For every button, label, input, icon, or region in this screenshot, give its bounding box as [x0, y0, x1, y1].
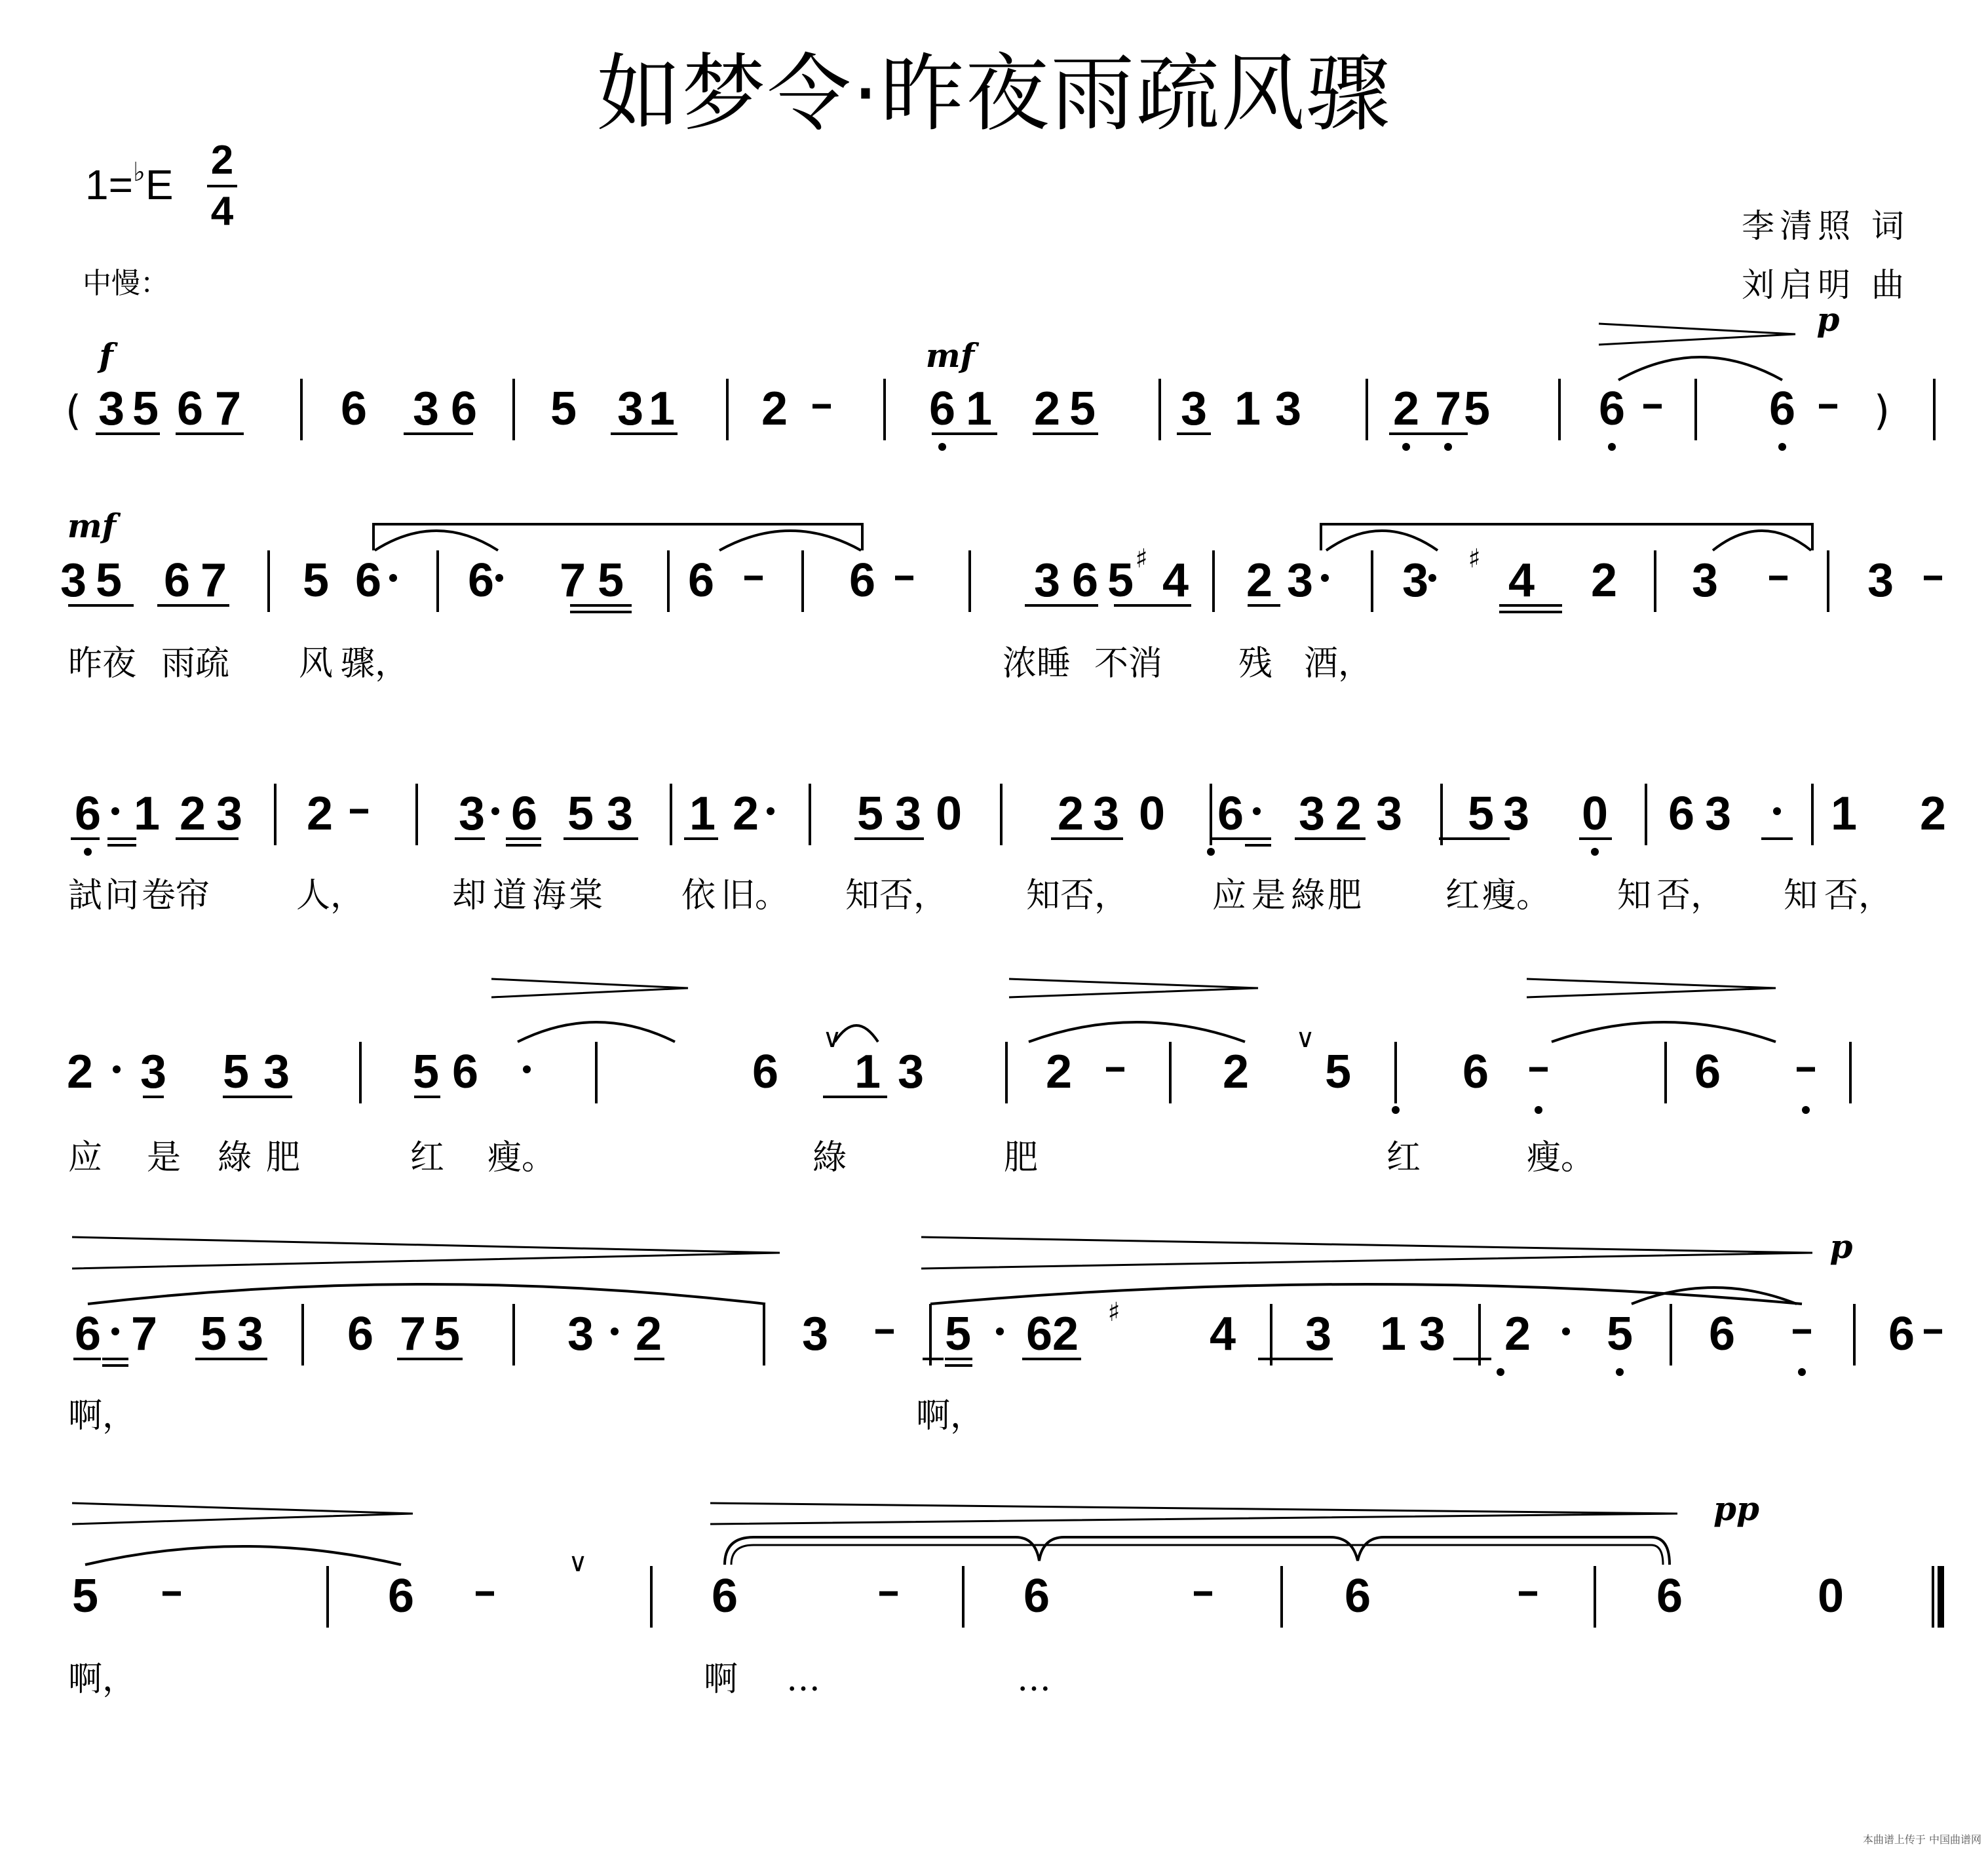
decrescendo-hairpin [710, 1503, 1677, 1524]
note-3: 3 [412, 383, 440, 435]
note-1: 1 [648, 383, 676, 435]
note-1: 1 [854, 1046, 881, 1098]
tie [719, 531, 861, 550]
note-3: 3 [567, 1308, 594, 1360]
note-6: 6 [74, 1308, 102, 1360]
note-2: 2 [1392, 383, 1420, 435]
dynamic-mf: mf [67, 506, 117, 545]
lyric-word: 試 [68, 876, 103, 915]
tie [1618, 357, 1782, 380]
augmentation-dot [1562, 1328, 1570, 1335]
note-3: 3 [60, 554, 87, 607]
lyric-word: 啊， [68, 1660, 137, 1699]
note-6: 6 [1694, 1046, 1721, 1098]
note-3: 3 [1502, 788, 1530, 840]
note-1: 1 [1379, 1308, 1407, 1360]
note-3: 3 [1092, 788, 1120, 840]
lyric-word: 肥 [1328, 876, 1362, 915]
note-2: 2 [761, 383, 788, 435]
augmentation-dot [1773, 807, 1781, 815]
note-6: 6 [1071, 554, 1099, 607]
note-3: 3 [617, 383, 644, 435]
octave-dot [84, 848, 92, 856]
octave-dot [1392, 1106, 1400, 1114]
note-3: 3 [1867, 554, 1894, 607]
octave-dot [1778, 443, 1786, 451]
octave-dot [1497, 1368, 1504, 1376]
lyric-word: 应 [1212, 876, 1247, 915]
lyric-word: 人， [296, 876, 365, 915]
lyric-word: 否， [1824, 876, 1893, 915]
note-6: 6 [1217, 788, 1244, 840]
octave-dot [938, 443, 946, 451]
note-3: 3 [1375, 788, 1403, 840]
dynamic-p: p [1829, 1227, 1853, 1266]
note-5: 5 [412, 1046, 440, 1098]
lyric-word: 酒， [1304, 644, 1373, 683]
lyric-word: 卷 [142, 876, 176, 915]
augmentation-dot [767, 807, 774, 815]
note-3: 3 [1180, 383, 1208, 435]
note-6: 6 [450, 383, 478, 435]
lyric-word: … [1017, 1660, 1051, 1699]
lyric-word: 肥 [1004, 1138, 1039, 1177]
tie [1326, 531, 1438, 550]
note-5: 5 [1107, 554, 1134, 607]
lyric-word: 道 [493, 876, 527, 915]
dynamic-mf: mf [925, 336, 975, 375]
time-signature-top: 2 [210, 138, 234, 183]
lyric-word: 否， [1656, 876, 1725, 915]
note-5: 5 [944, 1308, 972, 1360]
tie [85, 1546, 401, 1565]
note-3: 3 [894, 788, 922, 840]
note-7: 7 [130, 1308, 158, 1360]
lyric-word: 问 [105, 876, 140, 915]
breath-mark: ∨ [822, 1023, 842, 1054]
note-6: 6 [1708, 1308, 1736, 1360]
augmentation-dot [996, 1328, 1004, 1335]
note-3: 3 [237, 1308, 264, 1360]
dynamic-f: f [99, 336, 113, 375]
augmentation-dot [523, 1065, 531, 1073]
note-5: 5 [567, 788, 594, 840]
note-0: 0 [1138, 788, 1166, 840]
note-2: 2 [1057, 788, 1084, 840]
lyric-word: 雨疏 [161, 644, 230, 683]
lyric-word: 红 [410, 1138, 445, 1177]
note-6: 6 [354, 554, 382, 607]
note-6: 6 [347, 1308, 374, 1360]
note-5: 5 [1324, 1046, 1352, 1098]
note-3: 3 [98, 383, 125, 435]
note-3: 3 [801, 1308, 829, 1360]
tie [375, 531, 498, 550]
note-6: 6 [176, 383, 204, 435]
note-2: 2 [1246, 554, 1273, 607]
octave-dot [1207, 848, 1215, 856]
note-7: 7 [559, 554, 586, 607]
lyric-word: 啊， [916, 1396, 985, 1436]
note-2: 2 [1335, 788, 1362, 840]
note-1: 1 [1234, 383, 1261, 435]
sharp-sign: ♯ [1468, 544, 1481, 574]
octave-dot [1444, 443, 1452, 451]
dynamic-p: p [1816, 300, 1840, 339]
key-prefix: 1= [85, 161, 133, 208]
lyric-word: 肥 [266, 1138, 301, 1177]
note-4: 4 [1209, 1308, 1236, 1360]
lyric-word: 依 [681, 876, 716, 915]
note-2: 2 [306, 788, 334, 840]
note-6: 6 [163, 554, 191, 607]
lyric-word: 知 [1617, 876, 1652, 915]
lyric-word: 啊， [68, 1396, 137, 1436]
note-0: 0 [1817, 1570, 1845, 1622]
lyric-word: … [786, 1660, 820, 1699]
lyric-word: 是 [147, 1138, 182, 1177]
lyric-word: 应 [68, 1138, 103, 1177]
note-5: 5 [71, 1570, 99, 1622]
phrase-slur [373, 524, 862, 550]
note-4: 4 [1508, 554, 1535, 607]
octave-dot [1616, 1368, 1624, 1376]
augmentation-dot [389, 574, 397, 582]
lyric-word: 綠 [812, 1138, 847, 1177]
note-3: 3 [263, 1046, 290, 1098]
phrase-slur [1321, 524, 1812, 550]
augmentation-dot [611, 1328, 619, 1335]
note-2: 2 [635, 1308, 662, 1360]
key-letter: E [145, 161, 174, 208]
dynamic-pp: pp [1713, 1489, 1759, 1528]
note-3: 3 [1274, 383, 1302, 435]
note-6: 6 [1888, 1308, 1915, 1360]
decrescendo-hairpin [1009, 979, 1258, 997]
lyric-word: 瘦。 [1527, 1138, 1596, 1177]
note-6: 6 [1768, 383, 1796, 435]
note-2: 2 [1052, 1308, 1079, 1360]
note-5: 5 [1463, 383, 1491, 435]
note-5: 5 [302, 554, 330, 607]
lyric-word: 红 [1445, 876, 1480, 915]
note-1: 1 [965, 383, 993, 435]
note-6: 6 [510, 788, 538, 840]
note-2: 2 [179, 788, 206, 840]
note-6: 6 [74, 788, 102, 840]
decrescendo-hairpin [72, 1503, 413, 1524]
note-3: 3 [140, 1046, 167, 1098]
decrescendo-hairpin [72, 1237, 780, 1269]
augmentation-dot [111, 1328, 119, 1335]
lyric-word: 知否， [1026, 876, 1129, 915]
note-2: 2 [66, 1046, 94, 1098]
note-1: 1 [133, 788, 161, 840]
composer-credit: 刘启明 曲 [1742, 266, 1909, 304]
note-2: 2 [1045, 1046, 1073, 1098]
lyric-word: 昨夜 [68, 644, 137, 683]
note-2: 2 [1222, 1046, 1250, 1098]
lyric-word: 瘦。 [487, 1138, 556, 1177]
note-6: 6 [1462, 1046, 1489, 1098]
slur [930, 1284, 1802, 1304]
note-3: 3 [1419, 1308, 1446, 1360]
note-6: 6 [1025, 1308, 1053, 1360]
note-3: 3 [606, 788, 634, 840]
note-6: 6 [451, 1046, 479, 1098]
note-6: 6 [1656, 1570, 1683, 1622]
note-5: 5 [856, 788, 884, 840]
note-3: 3 [897, 1046, 925, 1098]
note-3: 3 [1402, 554, 1429, 607]
note-5: 5 [95, 554, 123, 607]
lyric-word: 浓睡 [1003, 644, 1071, 683]
lyric-word: 旧。 [721, 876, 790, 915]
slur [88, 1284, 765, 1304]
watermark: 本曲谱上传于 中国曲谱网 [1862, 1833, 1981, 1846]
note-3: 3 [216, 788, 243, 840]
time-signature-bottom: 4 [210, 189, 234, 234]
lyric-word: 却 [452, 876, 487, 915]
note-6: 6 [387, 1570, 415, 1622]
octave-dot [1802, 1106, 1810, 1114]
note-5: 5 [222, 1046, 250, 1098]
tie [518, 1022, 675, 1042]
note-6: 6 [752, 1046, 779, 1098]
augmentation-dot [1321, 574, 1329, 582]
note-5: 5 [1069, 383, 1096, 435]
note-3: 3 [1286, 554, 1314, 607]
lyric-word: 骤， [341, 644, 410, 683]
lyric-word: 啊 [704, 1660, 738, 1699]
note-1: 1 [1830, 788, 1858, 840]
note-2: 2 [1033, 383, 1061, 435]
note-6: 6 [1598, 383, 1626, 435]
octave-dot [1402, 443, 1410, 451]
note-5: 5 [1467, 788, 1495, 840]
lyricist-credit: 李清照 词 [1742, 207, 1909, 245]
octave-dot [1608, 443, 1616, 451]
note-5: 5 [550, 383, 577, 435]
tie-chain-inner [731, 1545, 1663, 1565]
note-3: 3 [1298, 788, 1326, 840]
octave-dot [1798, 1368, 1806, 1376]
augmentation-dot [1253, 807, 1261, 815]
octave-dot [1591, 848, 1599, 856]
decrescendo-hairpin [491, 979, 688, 997]
note-3: 3 [1691, 554, 1719, 607]
note-6: 6 [849, 554, 876, 607]
note-3: 3 [1305, 1308, 1332, 1360]
note-6: 6 [1023, 1570, 1050, 1622]
lyric-word: 帘 [176, 876, 210, 915]
note-6: 6 [467, 554, 495, 607]
lyric-word: 风 [299, 644, 334, 683]
note-6: 6 [928, 383, 956, 435]
sharp-sign: ♯ [1107, 1297, 1120, 1328]
lyric-word: 棠 [569, 876, 603, 915]
note-3: 3 [458, 788, 486, 840]
tie [1552, 1022, 1776, 1042]
note-2: 2 [732, 788, 759, 840]
tie [1713, 531, 1811, 550]
decrescendo-hairpin [1599, 324, 1795, 345]
flat-sign: ♭ [132, 158, 145, 187]
tempo-marking: 中慢： [83, 267, 169, 300]
augmentation-dot [113, 1065, 121, 1073]
note-6: 6 [711, 1570, 738, 1622]
note-5: 5 [597, 554, 624, 607]
augmentation-dot [1428, 574, 1436, 582]
augmentation-dot [111, 807, 119, 815]
lyric-word: 綠 [218, 1138, 252, 1177]
note-1: 1 [689, 788, 716, 840]
bracket: ( [65, 387, 82, 434]
lyric-word: 不消 [1094, 644, 1163, 683]
note-7: 7 [214, 383, 242, 435]
bracket: ) [1873, 387, 1890, 434]
note-2: 2 [1504, 1308, 1531, 1360]
note-2: 2 [1919, 788, 1947, 840]
lyric-word: 残 [1238, 644, 1273, 683]
breath-mark: ∨ [568, 1548, 588, 1578]
decrescendo-hairpin [1527, 979, 1776, 997]
note-6: 6 [1344, 1570, 1371, 1622]
tie [1029, 1022, 1245, 1042]
note-5: 5 [433, 1308, 461, 1360]
note-3: 3 [1033, 554, 1061, 607]
breath-mark: ∨ [1295, 1023, 1315, 1054]
sharp-sign: ♯ [1135, 544, 1148, 574]
lyric-word: 瘦。 [1482, 876, 1551, 915]
octave-dot [1535, 1106, 1542, 1114]
tie-chain [725, 1537, 1670, 1565]
note-3: 3 [1704, 788, 1732, 840]
note-7: 7 [1434, 383, 1462, 435]
note-5: 5 [1606, 1308, 1634, 1360]
lyric-word: 是 [1252, 876, 1286, 915]
note-6: 6 [687, 554, 715, 607]
note-7: 7 [399, 1308, 427, 1360]
lyric-word: 红 [1386, 1138, 1421, 1177]
note-0: 0 [1581, 788, 1609, 840]
note-0: 0 [935, 788, 963, 840]
page-title: 如梦令·昨夜雨疏风骤 [596, 45, 1392, 143]
note-7: 7 [200, 554, 227, 607]
lyric-word: 海 [532, 876, 567, 915]
lyric-word: 知 [1784, 876, 1818, 915]
note-2: 2 [1590, 554, 1618, 607]
decrescendo-hairpin [921, 1237, 1812, 1269]
lyric-word: 綠 [1291, 876, 1326, 915]
note-5: 5 [132, 383, 159, 435]
note-4: 4 [1162, 554, 1189, 607]
lyric-word: 知否， [845, 876, 948, 915]
note-6: 6 [340, 383, 368, 435]
augmentation-dot [495, 574, 503, 582]
note-5: 5 [200, 1308, 227, 1360]
augmentation-dot [491, 807, 499, 815]
note-6: 6 [1668, 788, 1695, 840]
